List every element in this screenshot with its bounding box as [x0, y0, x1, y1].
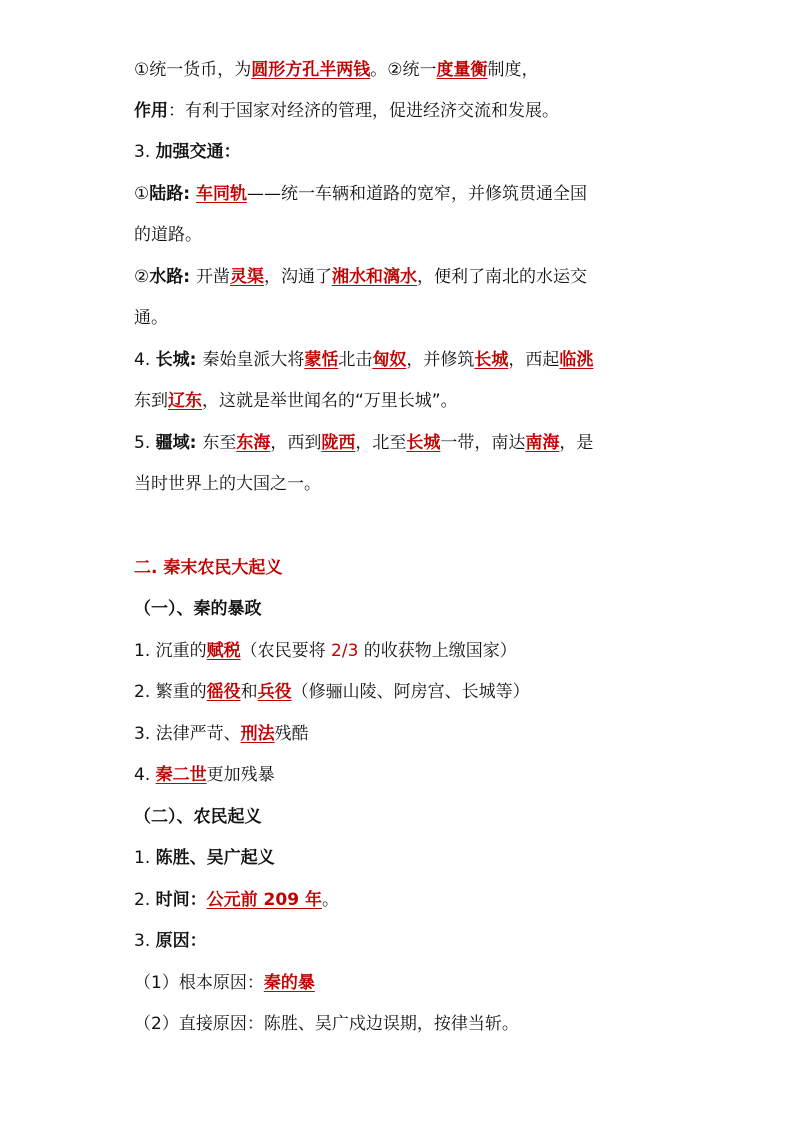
key-term: 灵渠	[229, 267, 264, 287]
bold-text: 长城:	[155, 350, 203, 370]
text-run: ，并修筑	[406, 350, 475, 370]
text-run: 。	[321, 890, 339, 910]
text-run: ②	[134, 267, 150, 287]
text-run: 2. 繁重的	[134, 682, 207, 702]
text-run: 1.	[134, 848, 156, 868]
text-run: 一带，南达	[440, 433, 526, 453]
text-run: 2.	[134, 890, 156, 910]
text-line	[134, 888, 754, 912]
text-line	[134, 1012, 754, 1036]
text-run: （农民要将	[240, 641, 332, 661]
text-line	[134, 763, 754, 787]
text-line	[134, 99, 754, 123]
text-run: 3.	[134, 931, 156, 951]
text-line	[134, 140, 754, 164]
text-run: 东到	[134, 391, 168, 411]
key-term: 蒙恬	[304, 350, 339, 370]
text-run: 的道路。	[134, 225, 202, 245]
text-run: ，西到	[270, 433, 322, 453]
text-run: 的收获物上缴国家）	[358, 641, 517, 661]
text-run: 秦始皇派大将	[202, 350, 305, 370]
text-line	[134, 971, 754, 995]
text-line	[134, 389, 754, 413]
text-line	[134, 929, 754, 953]
text-line	[134, 223, 754, 247]
text-run: 更加残暴	[206, 765, 275, 785]
text-line	[134, 680, 754, 704]
key-term: 车同轨	[195, 184, 247, 204]
text-run: （1）根本原因：	[134, 973, 264, 993]
text-run: 残酷	[274, 724, 309, 744]
text-line	[134, 639, 754, 663]
bold-text: 陈胜、吴广起义	[155, 848, 275, 868]
key-term: 刑法	[240, 724, 275, 744]
text-run: 制度，	[487, 60, 539, 80]
text-line	[134, 265, 754, 289]
bold-text: 原因：	[155, 931, 207, 951]
key-term: 长城	[406, 433, 441, 453]
text-run: （修骊山陵、阿房宫、长城等）	[291, 682, 530, 702]
text-line	[134, 348, 754, 372]
text-run: 当时世界上的大国之一。	[134, 474, 321, 494]
text-run: ：有利于国家对经济的管理，促进经济交流和发展。	[168, 101, 559, 121]
text-run: 3.	[134, 142, 156, 162]
key-term: 度量衡	[436, 60, 488, 80]
bold-text: 加强交通：	[155, 142, 241, 162]
text-run: 东至	[202, 433, 237, 453]
key-term: 临洮	[559, 350, 594, 370]
key-term: 秦二世	[155, 765, 207, 785]
key-term: 秦的暴	[263, 973, 315, 993]
text-line	[134, 556, 754, 580]
text-line	[134, 722, 754, 746]
key-term: 兵役	[257, 682, 292, 702]
text-line	[134, 597, 754, 621]
key-term: 长城	[474, 350, 509, 370]
text-run: 4.	[134, 765, 156, 785]
key-term: 匈奴	[372, 350, 407, 370]
text-run: （2）直接原因：陈胜、吴广戍边误期，按律当斩。	[134, 1014, 519, 1034]
text-run: ①	[134, 184, 150, 204]
text-run: 开凿	[195, 267, 230, 287]
text-run: ，这就是举世闻名的“万里长城”。	[202, 391, 458, 411]
section-title: 二. 秦末农民大起义	[134, 558, 283, 578]
key-term: 赋税	[206, 641, 241, 661]
text-line	[134, 431, 754, 455]
text-run: 北击	[338, 350, 373, 370]
text-line	[134, 472, 754, 496]
text-run: ——统一车辆和道路的宽窄，并修筑贯通全国	[246, 184, 587, 204]
text-run: ①统一货币，为	[134, 60, 252, 80]
text-line	[134, 805, 754, 829]
text-run: 和	[240, 682, 258, 702]
key-term: 辽东	[168, 391, 202, 411]
text-run: 。②统一	[370, 60, 437, 80]
bold-text: 作用	[134, 101, 168, 121]
bold-text: 疆域:	[155, 433, 203, 453]
bold-text: （二）、农民起义	[134, 807, 262, 827]
key-term: 南海	[525, 433, 560, 453]
text-run: 5.	[134, 433, 156, 453]
text-line	[134, 846, 754, 870]
text-run: ，西起	[508, 350, 560, 370]
text-run: ，是	[559, 433, 594, 453]
text-run: ，沟通了	[263, 267, 332, 287]
text-line	[134, 306, 754, 330]
text-run: 4.	[134, 350, 156, 370]
bold-text: （一）、秦的暴政	[134, 599, 262, 619]
text-run: 3. 法律严苛、	[134, 724, 241, 744]
key-term: 湘水和漓水	[331, 267, 417, 287]
red-number: 2/3	[331, 641, 359, 661]
key-term: 公元前 209 年	[206, 890, 322, 910]
text-line	[134, 182, 754, 206]
key-term: 徭役	[206, 682, 241, 702]
bold-text: 陆路:	[149, 184, 196, 204]
bold-text: 水路:	[149, 267, 196, 287]
text-run: ，便利了南北的水运交	[416, 267, 587, 287]
text-run: 1. 沉重的	[134, 641, 207, 661]
text-run: 通。	[134, 308, 168, 328]
text-run: ，北至	[355, 433, 407, 453]
key-term: 陇西	[321, 433, 356, 453]
key-term: 圆形方孔半两钱	[251, 60, 371, 80]
bold-text: 时间：	[155, 890, 207, 910]
text-line	[134, 58, 754, 82]
key-term: 东海	[236, 433, 271, 453]
